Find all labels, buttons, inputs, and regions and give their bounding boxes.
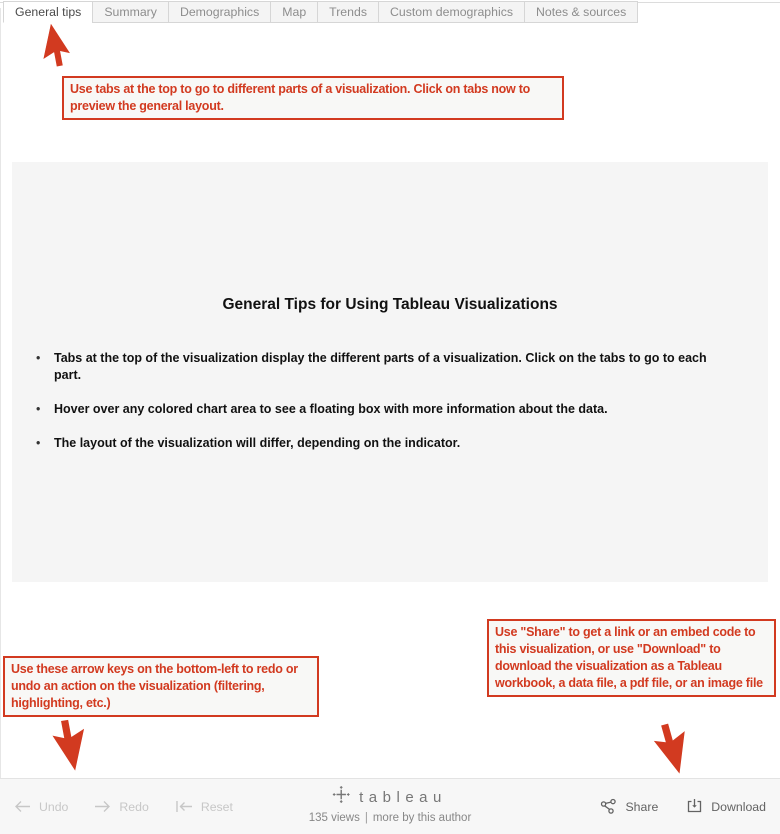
download-label: Download: [711, 799, 766, 814]
redo-button[interactable]: [94, 800, 148, 814]
more-by-author-link[interactable]: more by this author: [372, 812, 472, 824]
tableau-wordmark: tableau: [359, 788, 447, 806]
tip-bullet: • Hover over any colored chart area to see a floating box with more information about the data.: [28, 401, 734, 418]
general-tips-panel: [12, 162, 768, 582]
reset-arrow-icon: [175, 800, 193, 813]
redo-arrow-icon: [94, 800, 111, 813]
tab-bar: [0, 1, 780, 22]
undo-arrow-icon: [14, 800, 31, 813]
redo-label: Redo: [119, 799, 149, 814]
tab-strip: [3, 1, 638, 23]
share-label: Share: [625, 799, 659, 814]
views-line: [309, 812, 472, 824]
annotation-tabs-tip: Use tabs at the top to go to different parts of a visualization. Click on tabs now to preview the general layout.: [62, 76, 564, 120]
tip-bullet: • Tabs at the top of the visualization display the different parts of a visualization. Click on the tabs to go to each part.: [28, 350, 734, 384]
tab-trends[interactable]: Trends: [317, 1, 379, 23]
tab-general-tips[interactable]: General tips: [3, 1, 93, 23]
undo-button[interactable]: [14, 800, 68, 814]
tab-map[interactable]: Map: [270, 1, 318, 23]
toolbar-center: [309, 786, 472, 824]
history-controls: [14, 800, 233, 814]
views-count: 135 views: [308, 812, 360, 824]
reset-button[interactable]: [175, 800, 233, 814]
views-separator: |: [364, 812, 368, 824]
share-button[interactable]: [600, 798, 658, 815]
undo-label: Undo: [39, 799, 69, 814]
share-download-controls: [600, 798, 766, 815]
tableau-sparkle-icon: [333, 786, 350, 808]
tab-custom-demographics[interactable]: Custom demographics: [378, 1, 525, 23]
page-title: General Tips for Using Tableau Visualizations: [222, 296, 558, 313]
annotation-undo-tip: Use these arrow keys on the bottom-left to redo or undo an action on the visualization (filtering, highlighting, etc.): [3, 656, 319, 717]
share-icon: [600, 798, 617, 815]
download-icon: [686, 798, 703, 815]
red-down-arrow-right-icon: [649, 720, 686, 773]
download-button[interactable]: [686, 798, 766, 815]
annotation-share-tip: Use "Share" to get a link or an embed code to this visualization, or use "Download" to download the visualization as a Tableau workbook, a data file, a pdf file, or an image file: [487, 619, 776, 697]
tip-bullet: • The layout of the visualization will differ, depending on the indicator.: [28, 435, 734, 452]
tips-list: [28, 350, 734, 452]
viz-toolbar: [0, 778, 780, 834]
tableau-logo[interactable]: [309, 786, 472, 808]
red-cursor-arrow-icon: [42, 24, 76, 70]
red-down-arrow-left-icon: [45, 715, 86, 770]
viz-left-border: [0, 8, 1, 778]
tab-summary[interactable]: Summary: [92, 1, 169, 23]
tab-demographics[interactable]: Demographics: [168, 1, 271, 23]
tab-notes-sources[interactable]: Notes & sources: [524, 1, 638, 23]
reset-label: Reset: [200, 799, 233, 814]
